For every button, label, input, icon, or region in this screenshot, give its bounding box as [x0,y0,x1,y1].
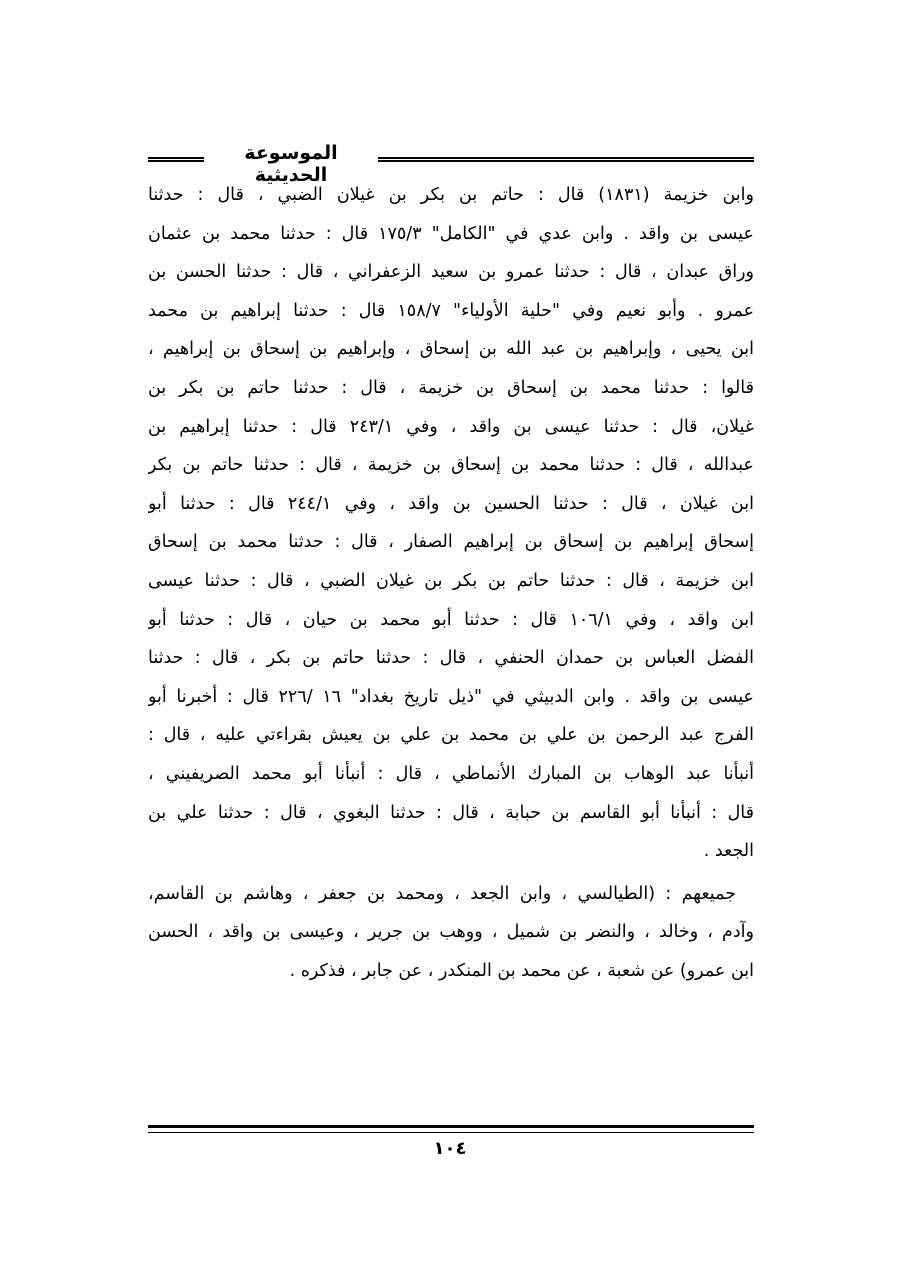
text-line: قالوا : حدثنا محمد بن إسحاق بن خزيمة ، قال : حدثنا حاتم بن بكر بن [148,377,754,398]
running-header [148,140,754,186]
text-line: عيسى بن واقد . وابن الدبيثي في "ذيل تاريخ بغداد" ١٦ /٢٢٦ قال : أخبرنا أبو [148,686,754,707]
text-line: أنبأنا عبد الوهاب بن المبارك الأنماطي ، قال : أنبأنا أبو محمد الصريفيني ، [148,763,754,784]
text-line: ابن واقد ، وفي ١٠٦/١ قال : حدثنا أبو محمد بن حيان ، قال : حدثنا أبو [148,609,754,630]
text-line: عمرو . وأبو نعيم وفي "حلية الأولياء" ١٥٨/٧ قال : حدثنا إبراهيم بن محمد [148,300,754,321]
text-line: ابن عمرو) عن شعبة ، عن محمد بن المنكدر ، عن جابر ، فذكره . [289,960,754,981]
text-line: عبدالله ، قال : حدثنا محمد بن إسحاق بن خزيمة ، قال : حدثنا حاتم بن بكر [148,455,754,476]
header-rule-left [148,157,204,162]
text-line: وراق عبدان ، قال : حدثنا عمرو بن سعيد الزعفراني ، قال : حدثنا الحسن بن [148,262,754,283]
text-line: الجعد . [703,841,754,862]
text-line: الفضل العباس بن حمدان الحنفي ، قال : حدثنا حاتم بن بكر ، قال : حدثنا [148,648,754,669]
header-rule-right [378,157,754,162]
text-line: الفرج عبد الرحمن بن علي بن محمد بن علي بن يعيش بقراءتي عليه ، قال : [148,725,754,746]
text-line: جميعهم : (الطيالسي ، وابن الجعد ، ومحمد بن جعفر ، وهاشم بن القاسم، [148,883,736,904]
page-number: ١٠٤ [433,1138,467,1159]
body-text [148,176,754,990]
text-line: ابن غيلان ، قال : حدثنا الحسين بن واقد ، وفي ٢٤٤/١ قال : حدثنا أبو [148,493,754,514]
footer-rules [148,1125,754,1133]
text-line: غيلان، قال : حدثنا عيسى بن واقد ، وفي ٢٤٣/١ قال : حدثنا إبراهيم بن [148,416,754,437]
text-line: عيسى بن واقد . وابن عدي في "الكامل" ١٧٥/٣ قال : حدثنا محمد بن عثمان [148,223,754,244]
text-line: ابن خزيمة ، قال : حدثنا حاتم بن بكر بن غيلان الضبي ، قال : حدثنا عيسى [148,570,754,591]
text-line: وابن خزيمة (١٨٣١) قال : حاتم بن بكر بن غيلان الضبي ، قال : حدثنا [148,185,754,205]
footer-rule-thin [148,1132,754,1133]
text-line: قال : أنبأنا أبو القاسم بن حبابة ، قال : حدثنا البغوي ، قال : حدثنا علي بن [148,802,754,823]
header-title: الموسوعة الحديثية [244,142,338,186]
text-line: وآدم ، وخالد ، والنضر بن شميل ، ووهب بن جرير ، وعيسى بن واقد ، الحسن [148,922,754,943]
paragraph-2 [148,875,754,991]
footer-rule-thick [148,1125,754,1128]
paragraph-1 [148,176,754,871]
text-line: ابن يحيى ، وإبراهيم بن عبد الله بن إسحاق ، وإبراهيم بن إسحاق بن إبراهيم ، [148,339,754,360]
text-line: إسحاق إبراهيم بن إسحاق بن إبراهيم الصفار ، قال : حدثنا محمد بن إسحاق [148,532,754,553]
